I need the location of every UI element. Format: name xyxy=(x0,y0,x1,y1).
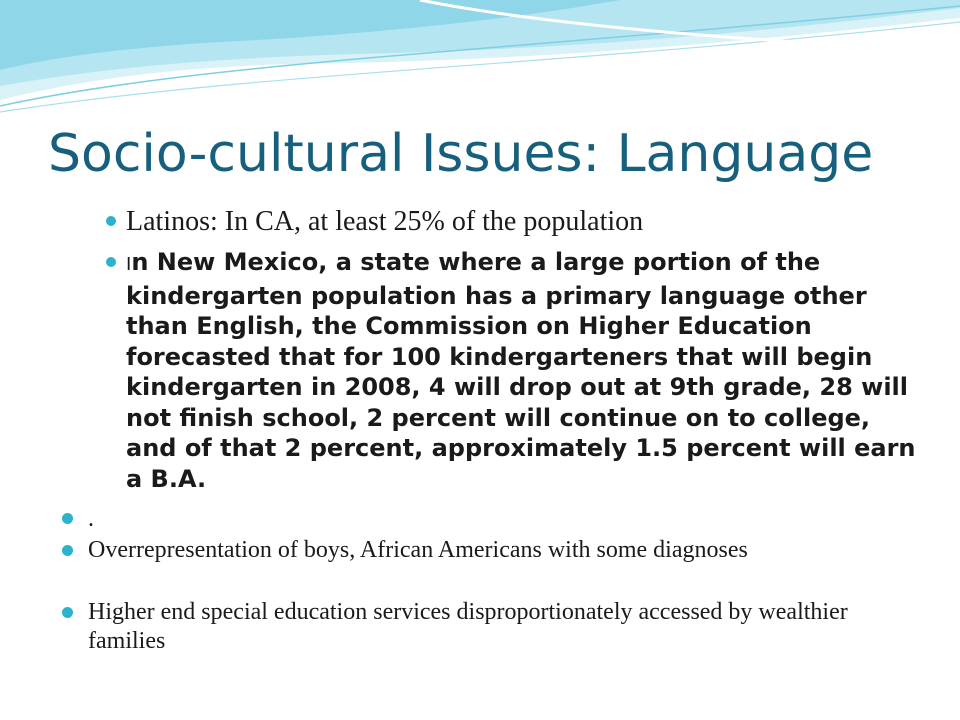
sub-bullet-body: n New Mexico, a state where a large portion of the kindergarten population has a primary language other than English, the Commission on Higher Education forecasted that for 100 kindergarteners that will begin kindergarten in 2008, 4 will drop out at 9th grade, 28 will not finish school, 2 percent will continue on to college, and of that 2 percent, approximately 1.5 percent will earn a B.A. xyxy=(126,248,916,493)
bullet-marker xyxy=(62,607,73,618)
bullet-text: Overrepresentation of boys, African Americans with some diagnoses xyxy=(88,537,748,563)
bullet-text: . xyxy=(88,506,94,532)
sub-bullet-text xyxy=(126,247,916,494)
bullet-marker xyxy=(62,545,73,556)
sub-bullet-lead-letter: I xyxy=(126,254,132,275)
sub-bullet-text: Latinos: In CA, at least 25% of the population xyxy=(126,206,644,237)
bullet-text: Higher end special education services disproportionately accessed by wealthier families xyxy=(88,599,848,654)
bullet-marker xyxy=(106,257,116,267)
bullet-marker xyxy=(62,513,73,524)
decorative-wave-header xyxy=(0,0,960,130)
bullet-marker xyxy=(106,216,116,226)
slide-title: Socio-cultural Issues: Language xyxy=(48,124,874,184)
